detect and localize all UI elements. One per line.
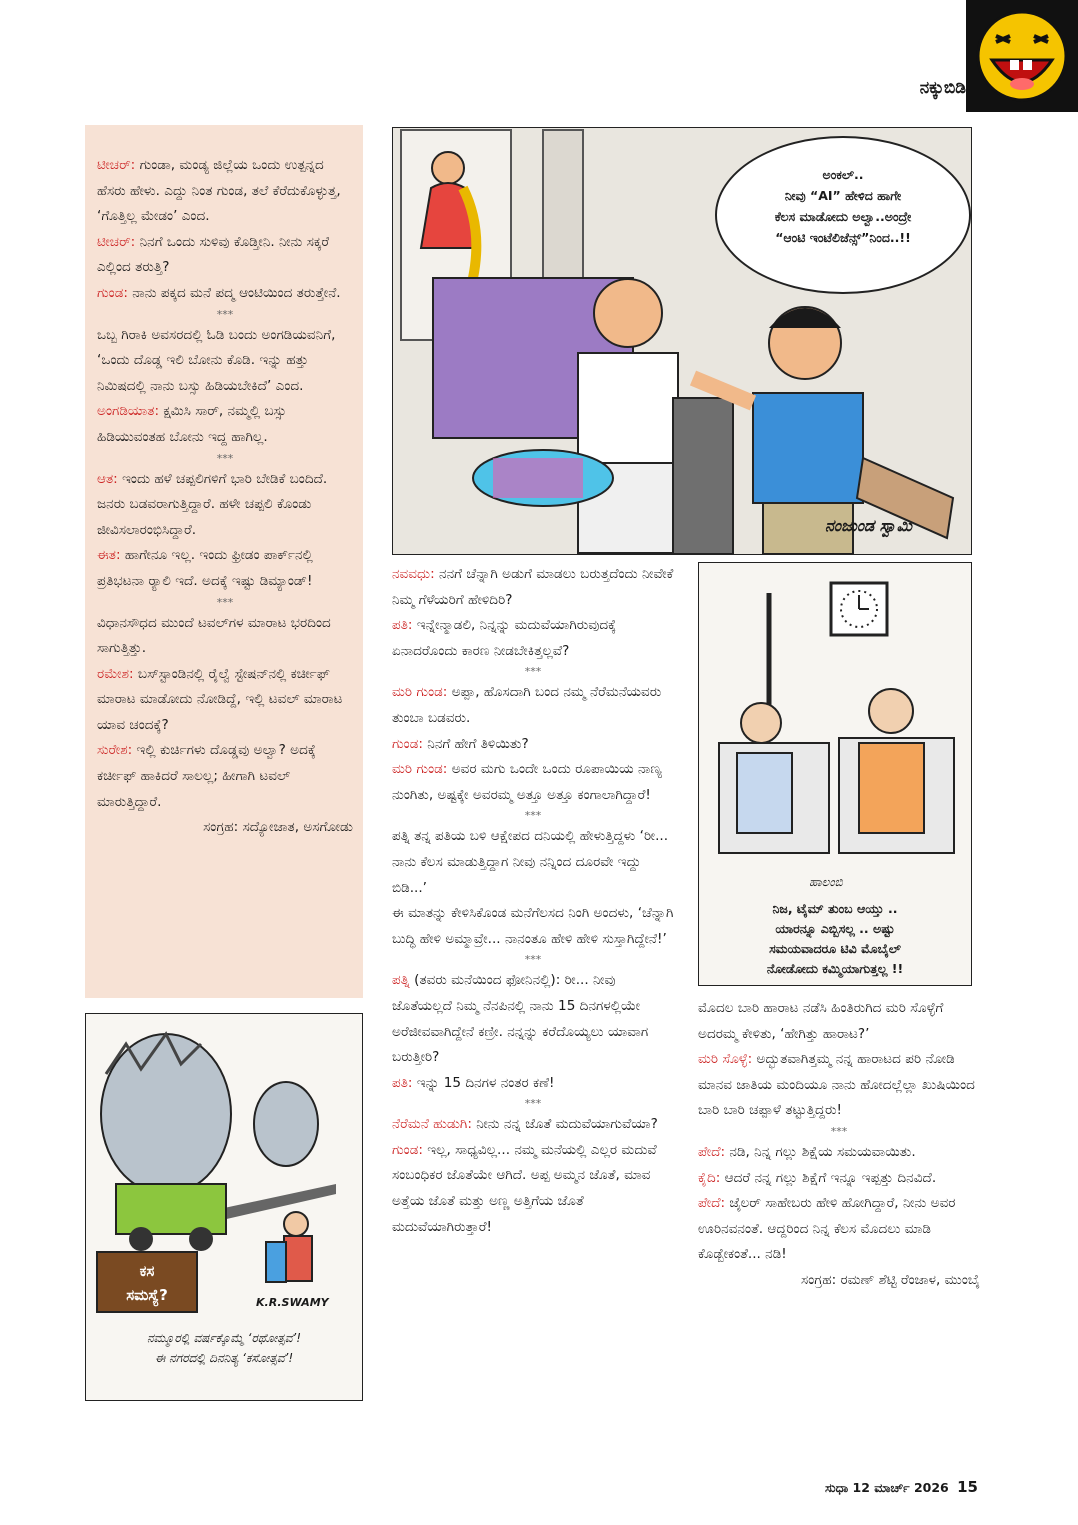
joke-separator: ***: [216, 595, 234, 609]
joke-paragraph: [97, 281, 353, 307]
caption-line: ಸಮಯವಾದರೂ ಟಿವಿ ಮೊಬೈಲ್: [769, 941, 901, 956]
speaker-label: ಪೇದೆ:: [698, 1195, 726, 1212]
bubble-line: ಅಂಕಲ್..: [822, 167, 864, 182]
sign-line: ಕಸ: [139, 1262, 155, 1280]
section-logo: [966, 0, 1078, 112]
speaker-label: ಪತಿ:: [392, 1074, 413, 1091]
joke-separator: ***: [524, 809, 542, 823]
speaker-label: ನವವಧು:: [392, 566, 435, 582]
joke-text: ಅದ್ಭುತವಾಗಿತ್ತಮ್ಮ ನನ್ನ ಹಾರಾಟದ ಪರಿ ನೋಡಿ ಮಾನವ ಜಾತಿಯ ಮಂದಿಯೂ ನಾನು ಹೋದಲ್ಲೆಲ್ಲಾ ಖುಷಿಯಿಂದ ಬಾರಿ ಬಾರಿ ಚಪ್ಪಾಳೆ ತಟ್ಟುತ್ತಿದ್ದರು!: [698, 1051, 975, 1119]
joke-paragraph: [392, 1112, 674, 1138]
joke-paragraph: [97, 399, 353, 450]
joke-paragraph: [392, 1138, 674, 1240]
joke-text: ನನಗೆ ಚೆನ್ನಾಗಿ ಅಡುಗೆ ಮಾಡಲು ಬರುತ್ತದೆಂದು ನೀವೇಕೆ ನಿಮ್ಮ ಗೆಳೆಯರಿಗೆ ಹೇಳಿದಿರಿ?: [392, 566, 674, 608]
speaker-label: ಅಂಗಡಿಯಾತ:: [97, 403, 160, 420]
speaker-label: ನೆರೆಮನೆ ಹುಡುಗಿ:: [392, 1116, 472, 1133]
cartoon-garbage: [85, 1013, 363, 1401]
speech-bubble: [715, 136, 971, 294]
joke-text: ನೀನು ನನ್ನ ಜೊತೆ ಮದುವೆಯಾಗುವೆಯಾ?: [471, 1116, 658, 1133]
joke-credit: ಸಂಗ್ರಹ: ರಮಣ್ ಶೆಟ್ಟಿ ರೆಂಜಾಳ, ಮುಂಬೈ: [801, 1271, 980, 1288]
joke-text: (ತವರು ಮನೆಯಿಂದ ಫೋನಿನಲ್ಲಿ): ರೀ... ನೀವು ಜೊತೆಯಲ್ಲದೆ ನಿಮ್ಮ ನೆನಪಿನಲ್ಲಿ ನಾನು 15 ದಿನಗಳಲ್ಲಿಯೇ ಅರೆಜೀವವಾಗಿದ್ದೇನೆ ಕಣ್ರೀ. ನನ್ನನ್ನು ಕರೆದೊಯ್ಯಲು ಯಾವಾಗ ಬರುತ್ತೀರಿ?: [392, 972, 649, 1066]
issue-date: 12 ಮಾರ್ಚ್ 2026: [852, 1480, 949, 1495]
joke-text: ಇನ್ನೇನ್ಮಾಡಲಿ, ನಿನ್ನನ್ನು ಮದುವೆಯಾಗಿರುವುದಕ್ಕೆ ಏನಾದರೊಂದು ಕಾರಣ ನೀಡಬೇಕಿತ್ತಲ್ಲವೆ?: [392, 617, 617, 659]
artist-signature: ನಂಜುಂಡ ಸ್ವಾಮಿ: [825, 516, 912, 535]
joke-text: ನಡಿ, ನಿನ್ನ ಗಲ್ಲು ಶಿಕ್ಷೆಯ ಸಮಯವಾಯಿತು.: [725, 1143, 916, 1160]
joke-separator: ***: [524, 953, 542, 967]
joke-paragraph: [698, 1047, 980, 1124]
caption-line: ಈ ನಗರದಲ್ಲಿ ದಿನನಿತ್ಯ ‘ಕಸೋತ್ಸವ’!: [154, 1351, 294, 1365]
joke-text: ಇಲ್ಲಿ ಕುರ್ಚಿಗಳು ದೊಡ್ಡವು ಅಲ್ವಾ? ಅದಕ್ಕೆ ಕರ್ಚೀಫ್ ಹಾಕಿದರೆ ಸಾಲಲ್ಲ; ಹೀಗಾಗಿ ಟವಲ್ ಮಾರುತ್ತಿದ್ದಾರೆ.: [97, 742, 316, 810]
joke-text: ಬಸ್‌ಸ್ಟಾಂಡಿನಲ್ಲಿ ರೈಲ್ವೆ ಸ್ಟೇಷನ್‌ನಲ್ಲಿ ಕರ್ಚೀಫ್ ಮಾರಾಟ ಮಾಡೋದು ನೋಡಿದ್ದೆ, ಇಲ್ಲಿ ಟವಲ್ ಮಾರಾಟ ಯಾವ ಚಂದಕ್ಕೆ?: [97, 665, 343, 733]
speaker-label: ಪತಿ:: [392, 617, 413, 634]
cartoon-two-ladies: [698, 562, 972, 986]
speaker-label: ಗುಂಡ:: [392, 1141, 423, 1158]
joke-text: ಪತ್ನಿ ತನ್ನ ಪತಿಯ ಬಳಿ ಆಕ್ಷೇಪದ ದನಿಯಲ್ಲಿ ಹೇಳುತ್ತಿದ್ದಳು ‘ರೀ... ನಾನು ಕೆಲಸ ಮಾಡುತ್ತಿದ್ದಾಗ ನೀವು ನನ್ನಿಂದ ದೂರವೇ ಇದ್ದು ಬಿಡಿ...’: [392, 828, 669, 896]
speaker-label: ಮರಿ ಸೊಳ್ಳೆ:: [698, 1051, 753, 1068]
joke-text: ನಿನಗೆ ಹೇಗೆ ತಿಳಿಯಿತು?: [422, 735, 529, 752]
speaker-label: ಕೈದಿ:: [698, 1169, 721, 1186]
speaker-label: ಟೀಚರ್:: [97, 233, 136, 250]
speaker-label: ಗುಂಡ:: [97, 284, 128, 301]
joke-paragraph: [97, 153, 353, 230]
joke-paragraph: [392, 680, 674, 731]
joke-separator: ***: [216, 307, 234, 321]
joke-paragraph: [97, 611, 353, 662]
joke-separator: ***: [830, 1124, 848, 1138]
speaker-label: ರಮೇಶ:: [97, 665, 134, 682]
joke-text: ಹಾಗೇನೂ ಇಲ್ಲ. ಇಂದು ಫ್ರೀಡಂ ಪಾರ್ಕ್‌ನಲ್ಲಿ ಪ್ರತಿಭಟನಾ ರ‍್ಯಾಲಿ ಇದೆ. ಅದಕ್ಕೆ ಇಷ್ಟು ಡಿಮ್ಯಾಂಡ್!: [97, 547, 313, 589]
joke-text: ನಿನಗೆ ಒಂದು ಸುಳಿವು ಕೊಡ್ತೀನಿ. ನೀನು ಸಕ್ಕರೆ ಎಲ್ಲಿಂದ ತರುತ್ತಿ?: [97, 233, 330, 276]
joke-paragraph: [698, 1140, 980, 1166]
speaker-label: ಈತ:: [97, 547, 121, 564]
joke-text: ಇಂದು ಹಳೆ ಚಪ್ಪಲಿಗಳಿಗೆ ಭಾರಿ ಬೇಡಿಕೆ ಬಂದಿದೆ. ಜನರು ಬಡವರಾಗುತ್ತಿದ್ದಾರೆ. ಹಳೇ ಚಪ್ಪಲಿ ಕೊಂಡು ಜೀವಿಸಲಾರಂಭಿಸಿದ್ದಾರೆ.: [97, 470, 328, 538]
joke-separator: ***: [524, 665, 542, 679]
joke-text: ಮೊದಲ ಬಾರಿ ಹಾರಾಟ ನಡೆಸಿ ಹಿಂತಿರುಗಿದ ಮರಿ ಸೊಳ್ಳೆಗೆ ಅದರಮ್ಮ ಕೇಳಿತು, ‘ಹೇಗಿತ್ತು ಹಾರಾಟ?’: [698, 1000, 944, 1042]
joke-text: ಜೈಲರ್ ಸಾಹೇಬರು ಹೇಳಿ ಹೋಗಿದ್ದಾರೆ, ನೀನು ಅವರ ಊರಿನವನಂತೆ. ಆದ್ದರಿಂದ ನಿನ್ನ ಕೆಲಸ ಮೊದಲು ಮಾಡಿ ಕೊಡ್ಬೇಕಂತೆ... ನಡಿ!: [698, 1195, 956, 1263]
joke-text: ಕ್ಷಮಿಸಿ ಸಾರ್, ನಮ್ಮಲ್ಲಿ ಬಸ್ಸು ಹಿಡಿಯುವಂತಹ ಬೋನು ಇದ್ದ ಹಾಗಿಲ್ಲ.: [97, 403, 287, 445]
caption-line: ನಿಜ, ಟೈಮ್ ತುಂಬ ಆಯ್ತು ..: [772, 901, 898, 916]
artist-name: ಹಾಲಂಬಿ: [809, 875, 843, 889]
joke-paragraph: [392, 613, 674, 664]
magazine-name: ಸುಧಾ: [825, 1480, 849, 1495]
joke-separator: ***: [216, 451, 234, 465]
joke-text: ವಿಧಾನಸೌಧದ ಮುಂದೆ ಟವಲ್‌ಗಳ ಮಾರಾಟ ಭರದಿಂದ ಸಾಗುತ್ತಿತ್ತು.: [97, 614, 331, 657]
speaker-label: ಪತ್ನಿ: [392, 972, 410, 989]
joke-paragraph: [97, 738, 353, 815]
page-footer: [825, 1478, 978, 1496]
joke-paragraph: [392, 732, 674, 758]
caption-line: ನೋಡೋದು ಕಮ್ಮಿಯಾಗುತ್ತಲ್ಲ !!: [766, 961, 904, 976]
joke-text: ಇನ್ನು 15 ದಿನಗಳ ನಂತರ ಕಣೆ!: [412, 1074, 555, 1091]
joke-column-middle: [392, 562, 674, 1240]
speaker-label: ಮರಿ ಗುಂಡ:: [392, 684, 448, 701]
speaker-label: ಗುಂಡ:: [392, 735, 423, 752]
artist-signature: K.R.SWAMY: [256, 1296, 329, 1309]
joke-text: ಇಲ್ಲ, ಸಾಧ್ಯವಿಲ್ಲ... ನಮ್ಮ ಮನೆಯಲ್ಲಿ ಎಲ್ಲರ ಮದುವೆ ಸಂಬಂಧಿಕರ ಜೊತೆಯೇ ಆಗಿದೆ. ಅಪ್ಪ ಅಮ್ಮನ ಜೊತೆ, ಮಾವ ಅತ್ತೆಯ ಜೊತೆ ಮತ್ತು ಅಣ್ಣ ಅತ್ತಿಗೆಯ ಜೊತೆ ಮದುವೆಯಾಗಿರುತ್ತಾರೆ!: [392, 1141, 657, 1235]
joke-paragraph: [698, 996, 980, 1047]
joke-paragraph: [392, 562, 674, 613]
joke-text: ಆದರೆ ನನ್ನ ಗಲ್ಲು ಶಿಕ್ಷೆಗೆ ಇನ್ನೂ ಇಪ್ಪತ್ತು ದಿನವಿದೆ.: [720, 1169, 937, 1186]
joke-paragraph: [97, 662, 353, 739]
joke-paragraph: [698, 1166, 980, 1192]
speaker-label: ಮರಿ ಗುಂಡ:: [392, 761, 448, 778]
joke-text: ಒಬ್ಬ ಗಿರಾಕಿ ಅವಸರದಲ್ಲಿ ಓಡಿ ಬಂದು ಅಂಗಡಿಯವನಿಗೆ, ‘ಒಂದು ದೊಡ್ಡ ಇಲಿ ಬೋನು ಕೊಡಿ. ಇನ್ನು ಹತ್ತು ನಿಮಿಷದಲ್ಲಿ ನಾನು ಬಸ್ಸು ಹಿಡಿಯಬೇಕಿದೆ’ ಎಂದ.: [97, 326, 336, 394]
caption-line: ಯಾರನ್ನೂ ಎಬ್ಬಿಸಲ್ಲ .. ಅಷ್ಟು: [775, 921, 895, 936]
joke-text: ಅಪ್ಪಾ, ಹೊಸದಾಗಿ ಬಂದ ನಮ್ಮ ನೆರೆಮನೆಯವರು ತುಂಬಾ ಬಡವರು.: [392, 684, 662, 726]
joke-paragraph: [97, 543, 353, 594]
joke-paragraph: [97, 323, 353, 400]
joke-text: ಈ ಮಾತನ್ನು ಕೇಳಿಸಿಕೊಂಡ ಮನೆಗೆಲಸದ ನಿಂಗಿ ಅಂದಳು, ‘ಚೆನ್ನಾಗಿ ಬುದ್ಧಿ ಹೇಳಿ ಅಮ್ಮಾವ್ರೇ... ನಾನಂತೂ ಹೇಳಿ ಹೇಳಿ ಸುಸ್ತಾಗಿದ್ದೇನೆ!’: [392, 905, 674, 947]
cartoon-caption: [715, 899, 955, 979]
sign-line: ಸಮಸ್ಯೆ?: [126, 1286, 168, 1304]
bubble-line: ಕೆಲಸ ಮಾಡೋದು ಅಲ್ವಾ..ಅಂದ್ರೇ: [774, 209, 912, 224]
cartoon-ai-uncle: [392, 127, 972, 555]
cartoon-caption: [90, 1328, 358, 1368]
joke-credit: ಸಂಗ್ರಹ: ಸದ್ಯೋಜಾತ, ಅಸಗೋಡು: [203, 819, 353, 836]
garbage-sign: [96, 1251, 198, 1313]
caption-line: ನಮ್ಮೂರಲ್ಲಿ ವರ್ಷಕ್ಕೊಮ್ಮೆ ‘ರಥೋತ್ಸವ’!: [146, 1331, 302, 1345]
joke-paragraph: [392, 824, 674, 901]
joke-paragraph: [392, 1071, 674, 1097]
joke-paragraph: [97, 230, 353, 281]
joke-text: ಅವರ ಮಗು ಒಂದೇ ಒಂದು ರೂಪಾಯಿಯ ನಾಣ್ಯ ನುಂಗಿತು, ಅಷ್ಟಕ್ಕೇ ಅವರಮ್ಮ ಅತ್ತೂ ಅತ್ತೂ ಕಂಗಾಲಾಗಿದ್ದಾರೆ!: [392, 761, 662, 803]
bubble-line: “ಆಂಟಿ ಇಂಟೆಲಿಜೆನ್ಸ್”ನಿಂದ..!!: [775, 230, 911, 245]
speaker-label: ಟೀಚರ್:: [97, 157, 136, 173]
cartoon-two-ladies-art: [699, 563, 971, 863]
bubble-line: ನೀವು “AI” ಹೇಳಿದ ಹಾಗೇ: [784, 188, 902, 203]
joke-box-left: [85, 125, 363, 998]
joke-text: ನಾನು ಪಕ್ಕದ ಮನೆ ಪದ್ಮ ಆಂಟಿಯಿಂದ ತರುತ್ತೇನೆ.: [127, 284, 341, 301]
laughing-face-icon: [966, 0, 1078, 112]
page-number: 15: [957, 1478, 978, 1496]
joke-paragraph: [392, 968, 674, 1070]
joke-separator: ***: [524, 1097, 542, 1111]
joke-paragraph: [698, 1191, 980, 1268]
joke-paragraph: [392, 901, 674, 952]
speaker-label: ಸುರೇಶ:: [97, 742, 133, 759]
joke-text: ಗುಂಡಾ, ಮಂಡ್ಯ ಜಿಲ್ಲೆಯ ಒಂದು ಉತ್ಪನ್ನದ ಹೆಸರು ಹೇಳು. ಎದ್ದು ನಿಂತ ಗುಂಡ, ತಲೆ ಕೆರೆದುಕೊಳ್ಳುತ್ತ, ‘ಗೊತ್ತಿಲ್ಲ ಮೇಡಂ’ ಎಂದ.: [97, 157, 341, 225]
speaker-label: ಆತ:: [97, 470, 118, 487]
joke-column-right: [698, 996, 980, 1294]
speaker-label: ಪೇದೆ:: [698, 1143, 726, 1160]
joke-paragraph: [97, 467, 353, 544]
joke-paragraph: [392, 757, 674, 808]
section-title: ನಕ್ಕುಬಿಡಿ: [919, 78, 966, 98]
